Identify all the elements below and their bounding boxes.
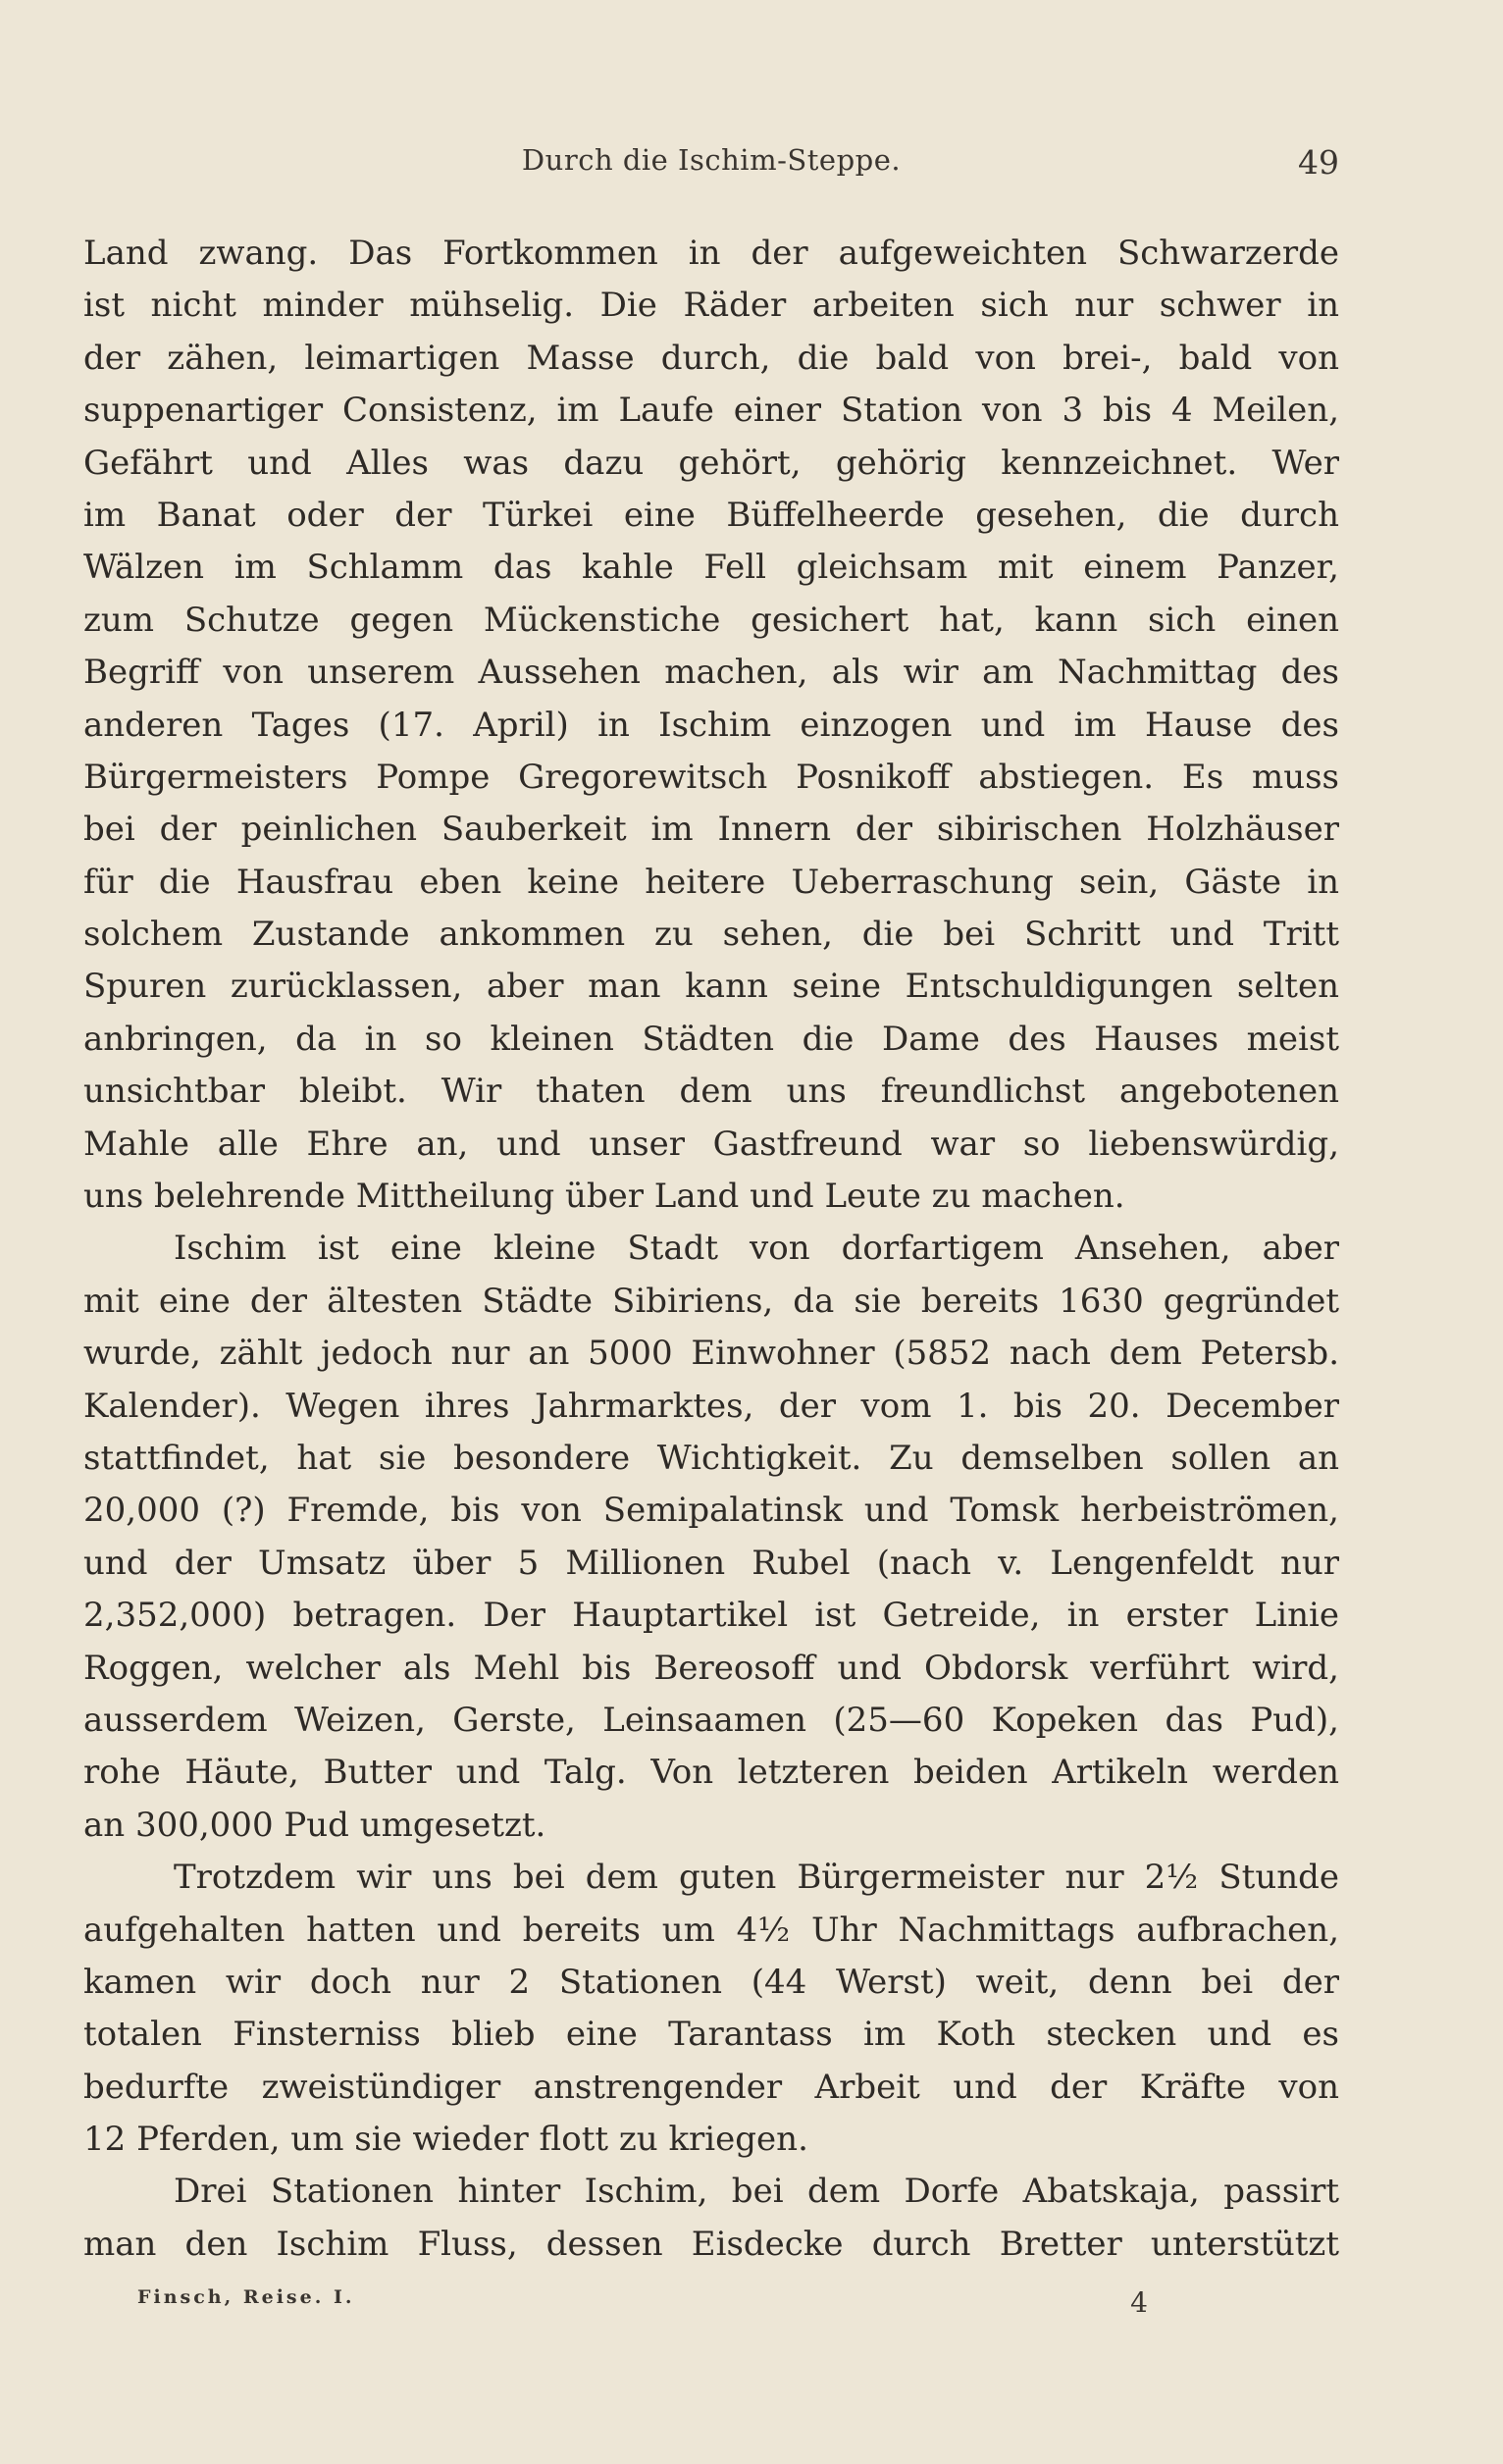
text-line: Mahle alle Ehre an, und unser Gastfreund war so liebenswürdig, xyxy=(83,1124,1339,1164)
text-line: zum Schutze gegen Mückenstiche gesichert hat, kann sich einen xyxy=(83,600,1339,640)
text-line: 2,352,000) betragen. Der Hauptartikel ist Getreide, in erster Linie xyxy=(83,1596,1339,1636)
text-line: Roggen, welcher als Mehl bis Bereosoff und Obdorsk verführt wird, xyxy=(83,1648,1339,1688)
text-line: anbringen, da in so kleinen Städten die Dame des Hauses meist xyxy=(83,1019,1339,1059)
text-line: suppenartiger Consistenz, im Laufe einer Station von 3 bis 4 Meilen, xyxy=(83,391,1339,431)
text-line: mit eine der ältesten Städte Sibiriens, da sie bereits 1630 gegründet xyxy=(83,1281,1339,1321)
paragraph xyxy=(83,1852,1339,2166)
text-line: Bürgermeisters Pompe Gregorewitsch Posnikoff abstiegen. Es muss xyxy=(83,757,1339,797)
text-line: rohe Häute, Butter und Talg. Von letzteren beiden Artikeln werden xyxy=(83,1753,1339,1793)
printer-signature: Finsch, Reise. I. xyxy=(137,2286,355,2308)
text-line: solchem Zustande ankommen zu sehen, die bei Schritt und Tritt xyxy=(83,915,1339,955)
text-line: Gefährt und Alles was dazu gehört, gehörig kennzeichnet. Wer xyxy=(83,443,1339,483)
text-line: uns belehrende Mittheilung über Land und Leute zu machen. xyxy=(83,1177,1125,1217)
text-line: Kalender). Wegen ihres Jahrmarktes, der vom 1. bis 20. December xyxy=(83,1386,1339,1426)
text-line: 12 Pferden, um sie wieder flott zu kriegen. xyxy=(83,2120,808,2160)
sheet-number: 4 xyxy=(1130,2286,1148,2319)
text-line: Spuren zurücklassen, aber man kann seine Entschuldigungen selten xyxy=(83,967,1339,1007)
text-line: im Banat oder der Türkei eine Büffelheerde gesehen, die durch xyxy=(83,495,1339,535)
text-line: stattfindet, hat sie besondere Wichtigkeit. Zu demselben sollen an xyxy=(83,1438,1339,1478)
running-head xyxy=(83,143,1339,192)
text-line: an 300,000 Pud umgesetzt. xyxy=(83,1805,546,1845)
text-line: aufgehalten hatten und bereits um 4½ Uhr Nachmittags aufbrachen, xyxy=(83,1910,1339,1950)
text-line: Trotzdem wir uns bei dem guten Bürgermeister nur 2½ Stunde xyxy=(174,1858,1339,1898)
text-line: der zähen, leimartigen Masse durch, die bald von brei-, bald von xyxy=(83,338,1339,378)
text-line: 20,000 (?) Fremde, bis von Semipalatinsk und Tomsk herbeiströmen, xyxy=(83,1491,1339,1531)
text-line: totalen Finsterniss blieb eine Tarantass im Koth stecken und es xyxy=(83,2015,1339,2055)
text-line: unsichtbar bleibt. Wir thaten dem uns freundlichst angebotenen xyxy=(83,1072,1339,1112)
paragraph xyxy=(83,2166,1339,2271)
text-line: Drei Stationen hinter Ischim, bei dem Dorfe Abatskaja, passirt xyxy=(174,2172,1339,2212)
text-line: kamen wir doch nur 2 Stationen (44 Werst) weit, denn bei der xyxy=(83,1962,1339,2002)
text-line: ausserdem Weizen, Gerste, Leinsaamen (25—60 Kopeken das Pud), xyxy=(83,1700,1339,1740)
running-title: Durch die Ischim-Steppe. xyxy=(521,143,902,177)
page-footer xyxy=(137,2286,1148,2326)
body-text xyxy=(83,228,1339,2271)
text-line: man den Ischim Fluss, dessen Eisdecke durch Bretter unterstützt xyxy=(83,2224,1339,2264)
text-line: bedurfte zweistündiger anstrengender Arbeit und der Kräfte von xyxy=(83,2067,1339,2107)
text-line: und der Umsatz über 5 Millionen Rubel (nach v. Lengenfeldt nur xyxy=(83,1543,1339,1583)
text-line: Wälzen im Schlamm das kahle Fell gleichsam mit einem Panzer, xyxy=(83,548,1339,588)
text-line: anderen Tages (17. April) in Ischim einzogen und im Hause des xyxy=(83,705,1339,745)
text-line: bei der peinlichen Sauberkeit im Innern der sibirischen Holzhäuser xyxy=(83,810,1339,850)
page-number: 49 xyxy=(1298,143,1339,182)
text-line: Land zwang. Das Fortkommen in der aufgeweichten Schwarzerde xyxy=(83,234,1339,273)
text-line: ist nicht minder mühselig. Die Räder arbeiten sich nur schwer in xyxy=(83,286,1339,326)
paragraph xyxy=(83,1223,1339,1852)
text-line: für die Hausfrau eben keine heitere Ueberraschung sein, Gäste in xyxy=(83,862,1339,902)
text-line: wurde, zählt jedoch nur an 5000 Einwohner (5852 nach dem Petersb. xyxy=(83,1334,1339,1374)
text-line: Begriff von unserem Aussehen machen, als wir am Nachmittag des xyxy=(83,653,1339,693)
text-line: Ischim ist eine kleine Stadt von dorfartigem Ansehen, aber xyxy=(174,1229,1339,1269)
paragraph xyxy=(83,228,1339,1223)
